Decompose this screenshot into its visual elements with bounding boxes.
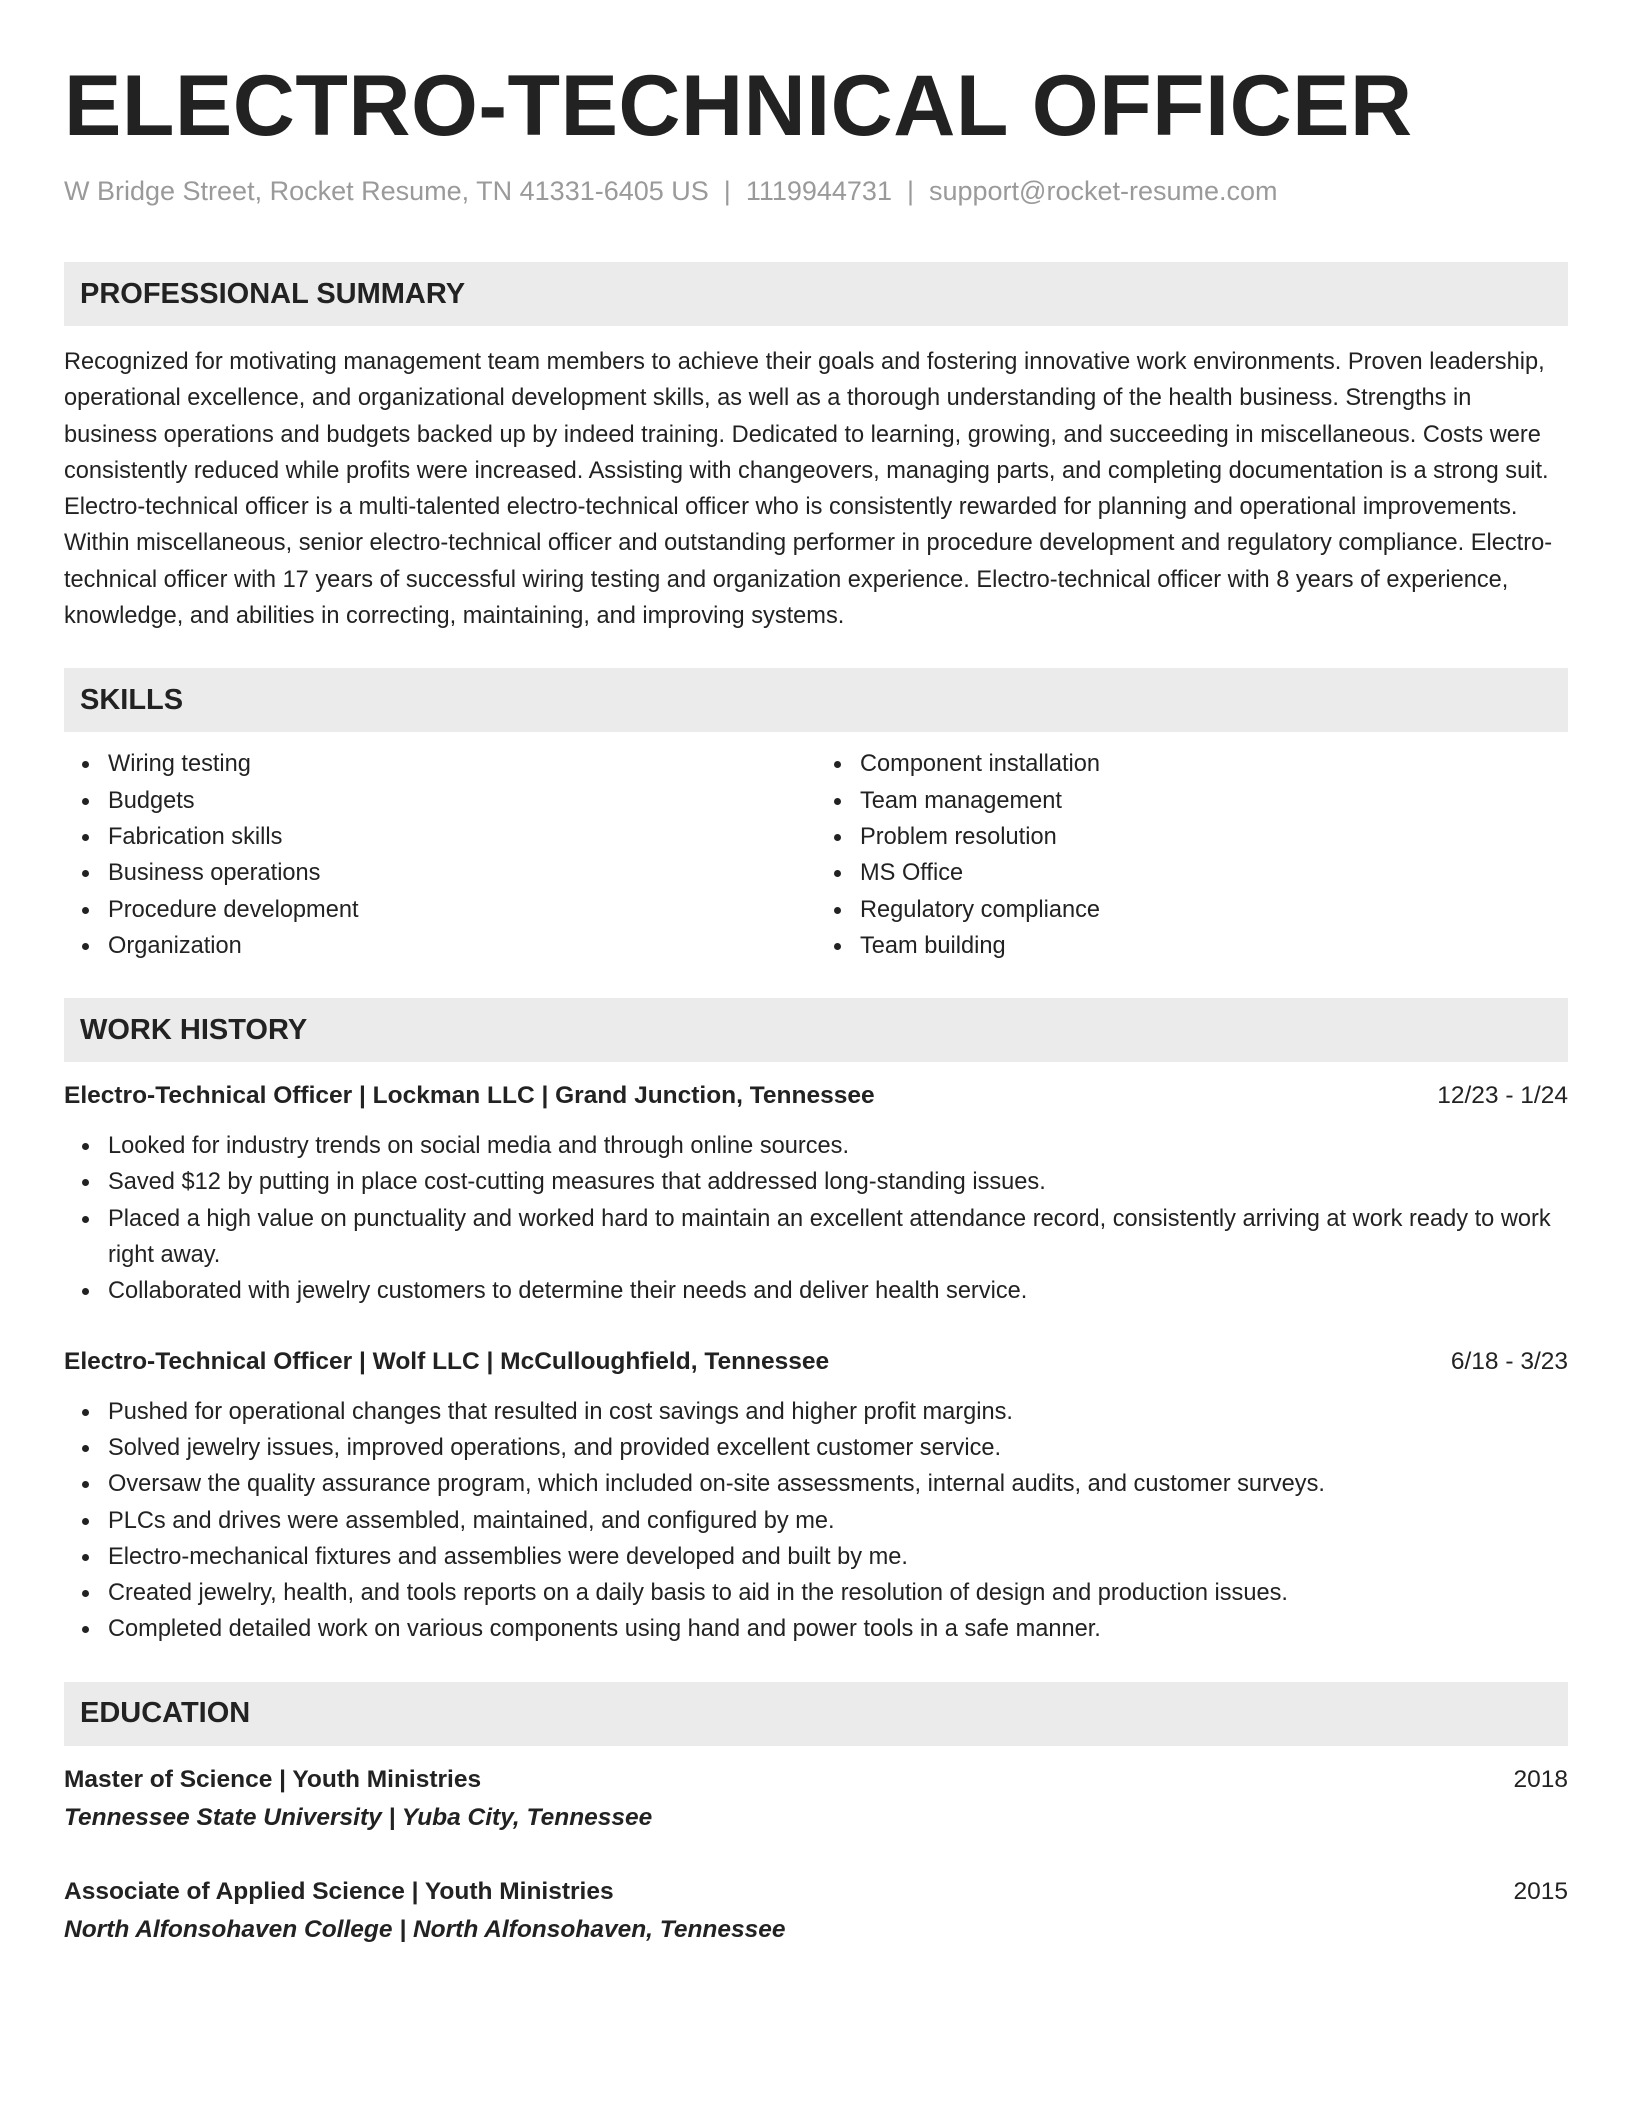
skills-heading: SKILLS [64, 668, 1568, 732]
skill-item: Budgets [108, 783, 816, 819]
skill-item: Business operations [108, 855, 816, 891]
skills-section [64, 668, 1568, 964]
job-bullet: Saved $12 by putting in place cost-cutting measures that addressed long-standing issues. [108, 1164, 1568, 1200]
skills-grid [64, 746, 1568, 964]
job-header [64, 1078, 1568, 1114]
job-bullet: PLCs and drives were assembled, maintained, and configured by me. [108, 1503, 1568, 1539]
education-school: North Alfonsohaven College | North Alfonsohaven, Tennessee [64, 1915, 786, 1943]
summary-text: Recognized for motivating management team members to achieve their goals and fostering innovative work environments. Proven leadership, operational excellence, and organizational development skills, as well as a thorough understanding of the health business. Strengths in business operations and budgets backed up by indeed training. Dedicated to learning, growing, and succeeding in miscellaneous. Costs were consistently reduced while profits were increased. Assisting with changeovers, managing parts, and completing documentation is a strong suit. Electro-technical officer is a multi-talented electro-technical officer who is consistently rewarded for planning and operational improvements. Within miscellaneous, senior electro-technical officer and outstanding performer in procedure development and regulatory compliance. Electro-technical officer with 17 years of successful wiring testing and organization experience. Electro-technical officer with 8 years of experience, knowledge, and abilities in correcting, maintaining, and improving systems. [64, 349, 1553, 630]
skill-item: Problem resolution [860, 819, 1568, 855]
job-bullet: Collaborated with jewelry customers to determine their needs and deliver health service. [108, 1273, 1568, 1309]
job-bullets [64, 1394, 1568, 1648]
job-title: Electro-Technical Officer | Wolf LLC | McCulloughfield, Tennessee [64, 1347, 830, 1375]
job-entry [64, 1078, 1568, 1309]
job-bullet: Solved jewelry issues, improved operations, and provided excellent customer service. [108, 1430, 1568, 1466]
education-school: Tennessee State University | Yuba City, Tennessee [64, 1803, 653, 1831]
skill-item: MS Office [860, 855, 1568, 891]
education-heading: EDUCATION [64, 1682, 1568, 1746]
job-bullet: Oversaw the quality assurance program, which included on-site assessments, internal audits, and customer surveys. [108, 1466, 1568, 1502]
contact-phone: 1119944731 [745, 176, 892, 206]
education-entry [64, 1874, 1568, 1948]
skill-item: Regulatory compliance [860, 892, 1568, 928]
skill-item: Team management [860, 783, 1568, 819]
education-degree: Master of Science | Youth Ministries [64, 1765, 482, 1793]
education-header [64, 1874, 1568, 1910]
job-bullet: Created jewelry, health, and tools reports on a daily basis to aid in the resolution of design and production issues. [108, 1575, 1568, 1611]
job-title: Electro-Technical Officer | Lockman LLC | Grand Junction, Tennessee [64, 1082, 875, 1110]
summary-heading: PROFESSIONAL SUMMARY [64, 262, 1568, 326]
job-bullet: Pushed for operational changes that resulted in cost savings and higher profit margins. [108, 1394, 1568, 1430]
skill-item: Wiring testing [108, 746, 816, 782]
job-dates: 12/23 - 1/24 [1437, 1082, 1568, 1110]
job-bullet: Electro-mechanical fixtures and assemblies were developed and built by me. [108, 1539, 1568, 1575]
job-bullet: Looked for industry trends on social media and through online sources. [108, 1128, 1568, 1164]
job-bullets [64, 1128, 1568, 1309]
education-degree: Associate of Applied Science | Youth Ministries [64, 1877, 614, 1905]
contact-line [64, 174, 1568, 208]
education-section [64, 1682, 1568, 1948]
contact-separator: | [723, 176, 731, 206]
contact-address: W Bridge Street, Rocket Resume, TN 41331-6405 US [64, 176, 709, 206]
job-header [64, 1344, 1568, 1380]
work-history-heading: WORK HISTORY [64, 998, 1568, 1062]
skill-item: Organization [108, 928, 816, 964]
candidate-title: ELECTRO-TECHNICAL OFFICER [64, 58, 1413, 154]
skill-item: Fabrication skills [108, 819, 816, 855]
job-entry [64, 1344, 1568, 1648]
job-bullet: Completed detailed work on various components using hand and power tools in a safe manner. [108, 1611, 1568, 1647]
skill-item: Procedure development [108, 892, 816, 928]
education-year: 2018 [1513, 1765, 1568, 1793]
skills-column-right [816, 746, 1568, 964]
education-header [64, 1762, 1568, 1798]
skills-column-left [64, 746, 816, 964]
skill-item: Team building [860, 928, 1568, 964]
job-bullet: Placed a high value on punctuality and worked hard to maintain an excellent attendance record, consistently arriving at work ready to work right away. [108, 1201, 1568, 1274]
contact-separator: | [906, 176, 914, 206]
work-history-section [64, 998, 1568, 1648]
education-entry [64, 1762, 1568, 1836]
job-dates: 6/18 - 3/23 [1450, 1347, 1568, 1375]
education-year: 2015 [1513, 1877, 1568, 1905]
skill-item: Component installation [860, 746, 1568, 782]
summary-section [64, 262, 1568, 634]
contact-email[interactable]: support@rocket-resume.com [928, 176, 1278, 206]
